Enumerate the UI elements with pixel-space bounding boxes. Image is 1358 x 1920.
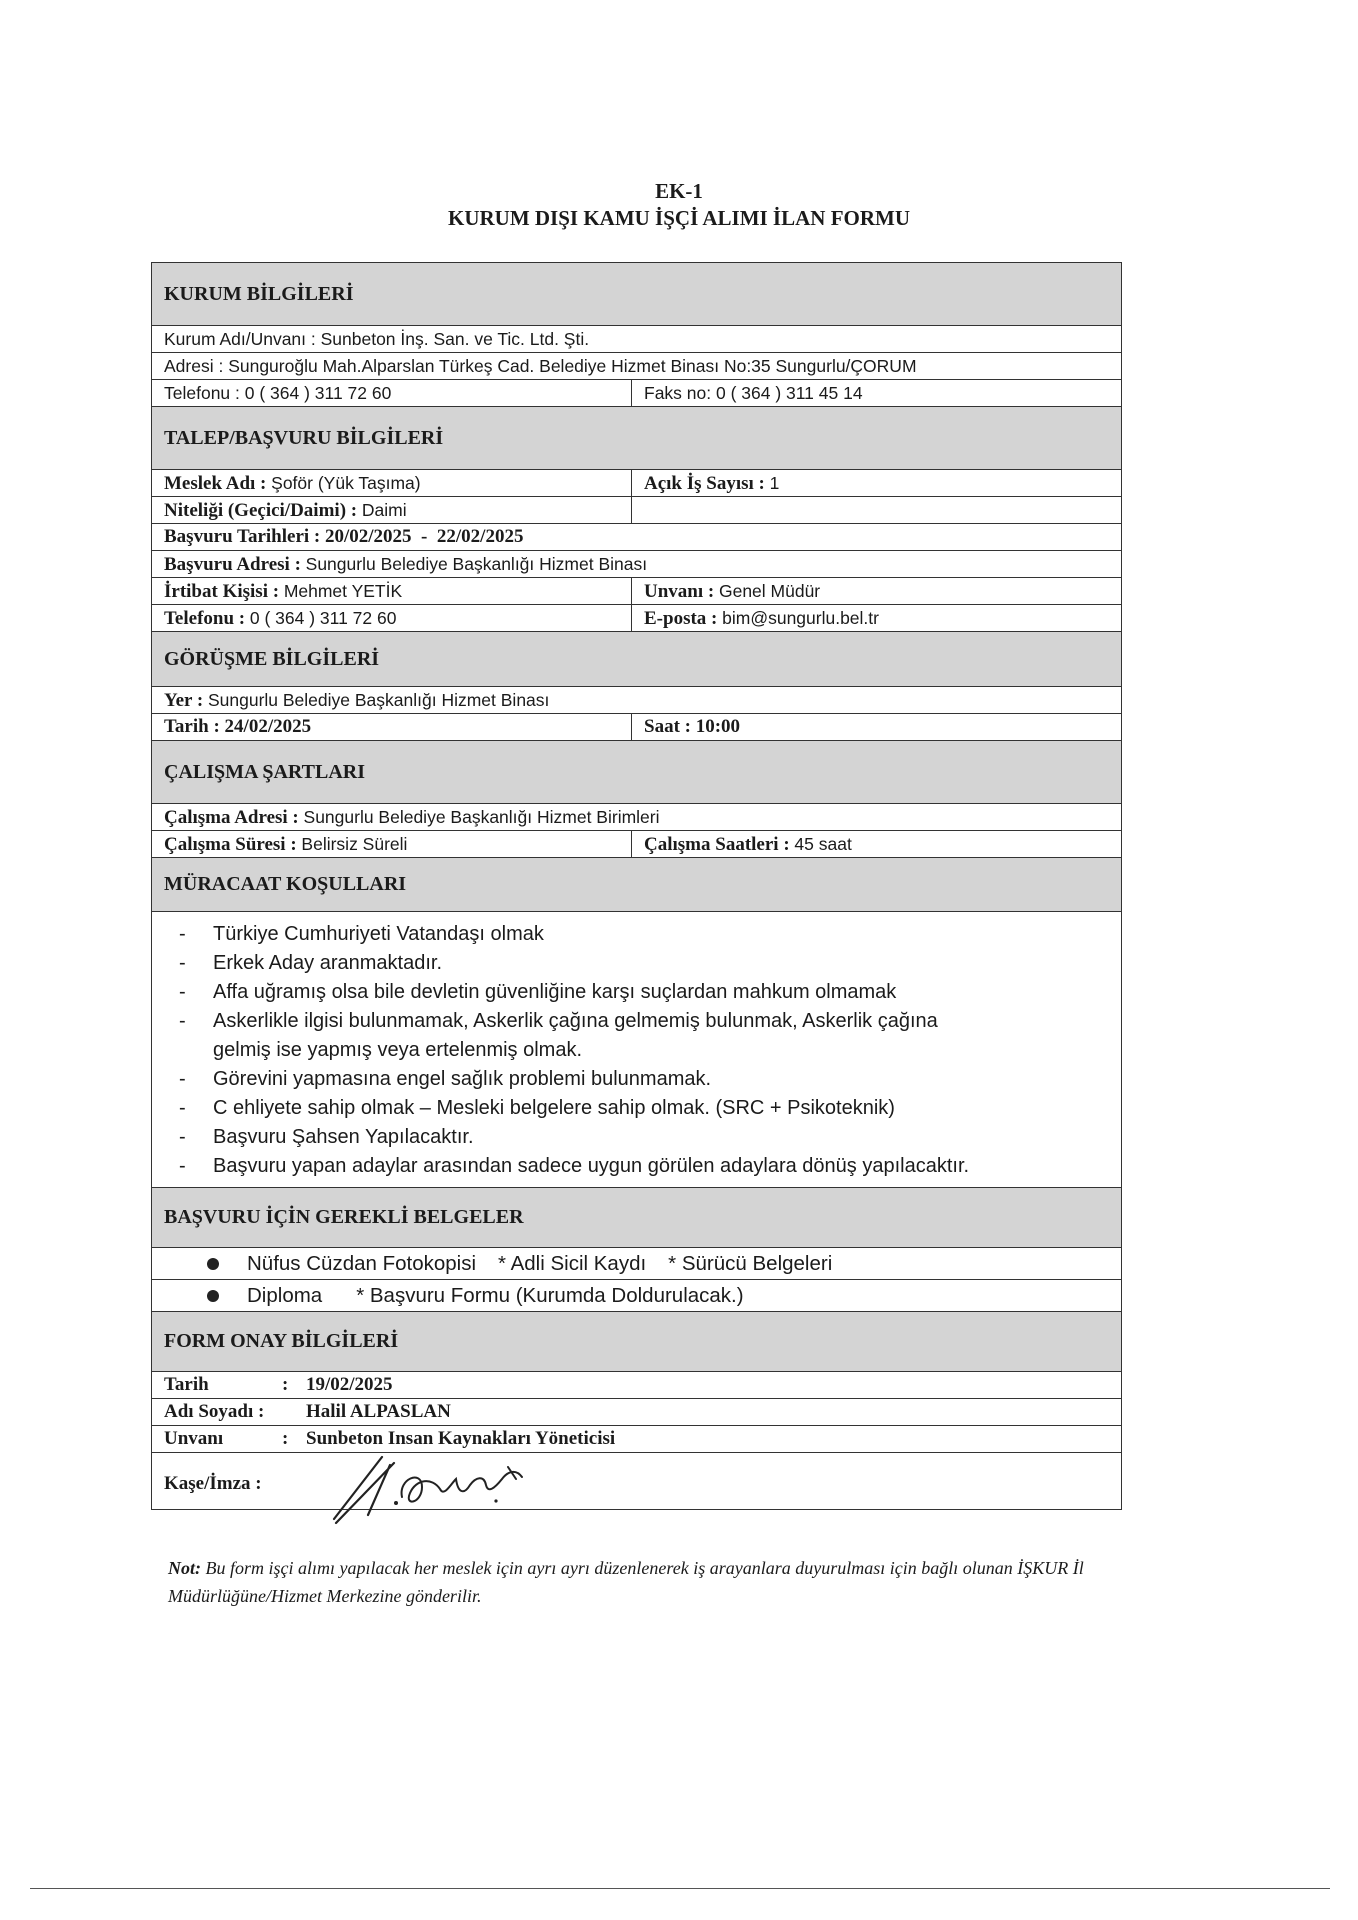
list-item: - Erkek Aday aranmaktadır. bbox=[179, 952, 443, 974]
announcement-form bbox=[151, 262, 1122, 1510]
kurum-fax: Faks no: 0 ( 364 ) 311 45 14 bbox=[644, 383, 863, 403]
form-note bbox=[168, 1554, 1168, 1610]
document-item: Nüfus Cüzdan Fotokopisi bbox=[247, 1251, 477, 1275]
muracaat-conditions-list bbox=[152, 911, 1121, 1187]
nitelik-row bbox=[152, 496, 1121, 523]
basvuru-tarih-label: Başvuru Tarihleri : bbox=[164, 526, 321, 547]
kase-imza-label: Kaşe/İmza : bbox=[164, 1473, 262, 1494]
gorusme-tarih-label: Tarih : bbox=[164, 716, 220, 737]
acik-is-value: 1 bbox=[769, 473, 780, 493]
list-item: - C ehliyete sahip olmak – Mesleki belgelere sahip olmak. (SRC + Psikoteknik) bbox=[179, 1097, 895, 1119]
irtibat-label: İrtibat Kişisi : bbox=[164, 581, 280, 602]
gorusme-tarih-row bbox=[152, 713, 1121, 740]
onay-tarih-label: Tarih bbox=[164, 1374, 209, 1395]
gorusme-saat-value: 10:00 bbox=[695, 716, 741, 737]
onay-kase-row bbox=[152, 1452, 1121, 1509]
list-item: - Başvuru Şahsen Yapılacaktır. bbox=[179, 1126, 474, 1148]
bullet-icon bbox=[207, 1290, 219, 1302]
basvuru-adres-value: Sungurlu Belediye Başkanlığı Hizmet Binası bbox=[305, 554, 648, 574]
onay-unvan-row: Unvanı : Sunbeton Insan Kaynakları Yöneticisi bbox=[152, 1425, 1121, 1452]
calisma-sure-label: Çalışma Süresi : bbox=[164, 834, 297, 855]
kurum-name: Kurum Adı/Unvanı : Sunbeton İnş. San. ve Tic. Ltd. Şti. bbox=[164, 329, 590, 349]
unvan-value: Genel Müdür bbox=[718, 581, 821, 601]
list-item: - Görevini yapmasına engel sağlık problemi bulunmamak. bbox=[179, 1068, 712, 1090]
onay-tarih-value: 19/02/2025 bbox=[306, 1374, 393, 1395]
eposta-label: E-posta : bbox=[644, 608, 718, 629]
page-divider bbox=[30, 1888, 1330, 1889]
acik-is-label: Açık İş Sayısı : bbox=[644, 473, 765, 494]
telefon-value: 0 ( 364 ) 311 72 60 bbox=[249, 608, 397, 628]
eposta-value: bim@sungurlu.bel.tr bbox=[722, 608, 879, 628]
calisma-adres-value: Sungurlu Belediye Başkanlığı Hizmet Birimleri bbox=[303, 807, 660, 827]
gorusme-yer-value: Sungurlu Belediye Başkanlığı Hizmet Binası bbox=[207, 690, 550, 710]
telefon-row bbox=[152, 604, 1121, 631]
belgeler-row-2 bbox=[152, 1279, 1121, 1311]
calisma-adres-row bbox=[152, 803, 1121, 830]
onay-unvan-value: Sunbeton Insan Kaynakları Yöneticisi bbox=[306, 1428, 616, 1449]
onay-tarih-row: Tarih : 19/02/2025 bbox=[152, 1371, 1121, 1398]
list-item: - Başvuru yapan adaylar arasından sadece uygun görülen adaylara dönüş yapılacaktır. bbox=[179, 1155, 970, 1177]
gorusme-tarih-value: 24/02/2025 bbox=[224, 716, 312, 737]
signature-icon bbox=[272, 1449, 532, 1529]
bullet-icon bbox=[207, 1258, 219, 1270]
note-label: Not: bbox=[168, 1558, 201, 1578]
onay-unvan-label: Unvanı bbox=[164, 1428, 224, 1449]
basvuru-adres-label: Başvuru Adresi : bbox=[164, 554, 301, 575]
kurum-address: Adresi : Sunguroğlu Mah.Alparslan Türkeş Cad. Belediye Hizmet Binası No:35 Sungurlu/ÇORUM bbox=[164, 356, 917, 376]
kurum-phone: Telefonu : 0 ( 364 ) 311 72 60 bbox=[152, 380, 632, 406]
gorusme-yer-row bbox=[152, 686, 1121, 713]
basvuru-tarih-value: 20/02/2025 - 22/02/2025 bbox=[325, 526, 524, 547]
document-title: KURUM DIŞI KAMU İŞÇİ ALIMI İLAN FORMU bbox=[447, 206, 911, 230]
document-item: * Adli Sicil Kaydı bbox=[498, 1251, 647, 1275]
gorusme-saat-label: Saat : bbox=[644, 716, 691, 737]
belgeler-row-1 bbox=[152, 1247, 1121, 1279]
calisma-adres-label: Çalışma Adresi : bbox=[164, 807, 299, 828]
telefon-label: Telefonu : bbox=[164, 608, 246, 629]
section-onay-header: FORM ONAY BİLGİLERİ bbox=[152, 1311, 1121, 1371]
nitelik-label: Niteliği (Geçici/Daimi) : bbox=[164, 500, 358, 521]
document-item: Diploma bbox=[247, 1283, 323, 1307]
document-code: EK-1 bbox=[655, 179, 703, 203]
onay-ad-label: Adı Soyadı : bbox=[164, 1401, 265, 1422]
document-heading bbox=[0, 178, 1358, 232]
list-item: - Askerlikle ilgisi bulunmamak, Askerlik çağına gelmemiş bulunmak, Askerlik çağına bbox=[179, 1010, 938, 1032]
kurum-contact-row bbox=[152, 379, 1121, 406]
calisma-saat-label: Çalışma Saatleri : bbox=[644, 834, 790, 855]
onay-ad-row bbox=[152, 1398, 1121, 1425]
gorusme-yer-label: Yer : bbox=[164, 690, 204, 711]
meslek-value: Şoför (Yük Taşıma) bbox=[271, 473, 421, 493]
list-item: - Affa uğramış olsa bile devletin güvenliğine karşı suçlardan mahkum olmamak bbox=[179, 981, 897, 1003]
unvan-label: Unvanı : bbox=[644, 581, 715, 602]
section-calisma-header: ÇALIŞMA ŞARTLARI bbox=[152, 740, 1121, 803]
kurum-name-row bbox=[152, 325, 1121, 352]
section-muracaat-header: MÜRACAAT KOŞULLARI bbox=[152, 857, 1121, 911]
calisma-sure-row bbox=[152, 830, 1121, 857]
document-item: * Sürücü Belgeleri bbox=[668, 1251, 833, 1275]
calisma-saat-value: 45 saat bbox=[794, 834, 852, 854]
calisma-sure-value: Belirsiz Süreli bbox=[301, 834, 408, 854]
kurum-address-row bbox=[152, 352, 1121, 379]
onay-ad-value: Halil ALPASLAN bbox=[306, 1401, 451, 1422]
basvuru-tarih-row bbox=[152, 523, 1121, 550]
section-kurum-header: KURUM BİLGİLERİ bbox=[152, 262, 1121, 325]
section-belgeler-header: BAŞVURU İÇİN GEREKLİ BELGELER bbox=[152, 1187, 1121, 1247]
basvuru-adres-row bbox=[152, 550, 1121, 577]
list-item: - Türkiye Cumhuriyeti Vatandaşı olmak bbox=[179, 923, 544, 945]
document-item: * Başvuru Formu (Kurumda Doldurulacak.) bbox=[356, 1283, 744, 1307]
nitelik-value: Daimi bbox=[361, 500, 407, 520]
irtibat-value: Mehmet YETİK bbox=[283, 581, 403, 601]
note-text: Bu form işçi alımı yapılacak her meslek için ayrı ayrı düzenlenerek iş arayanlara duyurulması için bağlı olunan İŞKUR İl Müdürlüğüne/Hizmet Merkezine gönderilir. bbox=[168, 1558, 1084, 1606]
irtibat-row bbox=[152, 577, 1121, 604]
section-gorusme-header: GÖRÜŞME BİLGİLERİ bbox=[152, 631, 1121, 686]
meslek-label: Meslek Adı : bbox=[164, 473, 267, 494]
section-talep-header: TALEP/BAŞVURU BİLGİLERİ bbox=[152, 406, 1121, 469]
meslek-row bbox=[152, 469, 1121, 496]
list-item-continuation: gelmiş ise yapmış veya ertelenmiş olmak. bbox=[213, 1039, 583, 1061]
